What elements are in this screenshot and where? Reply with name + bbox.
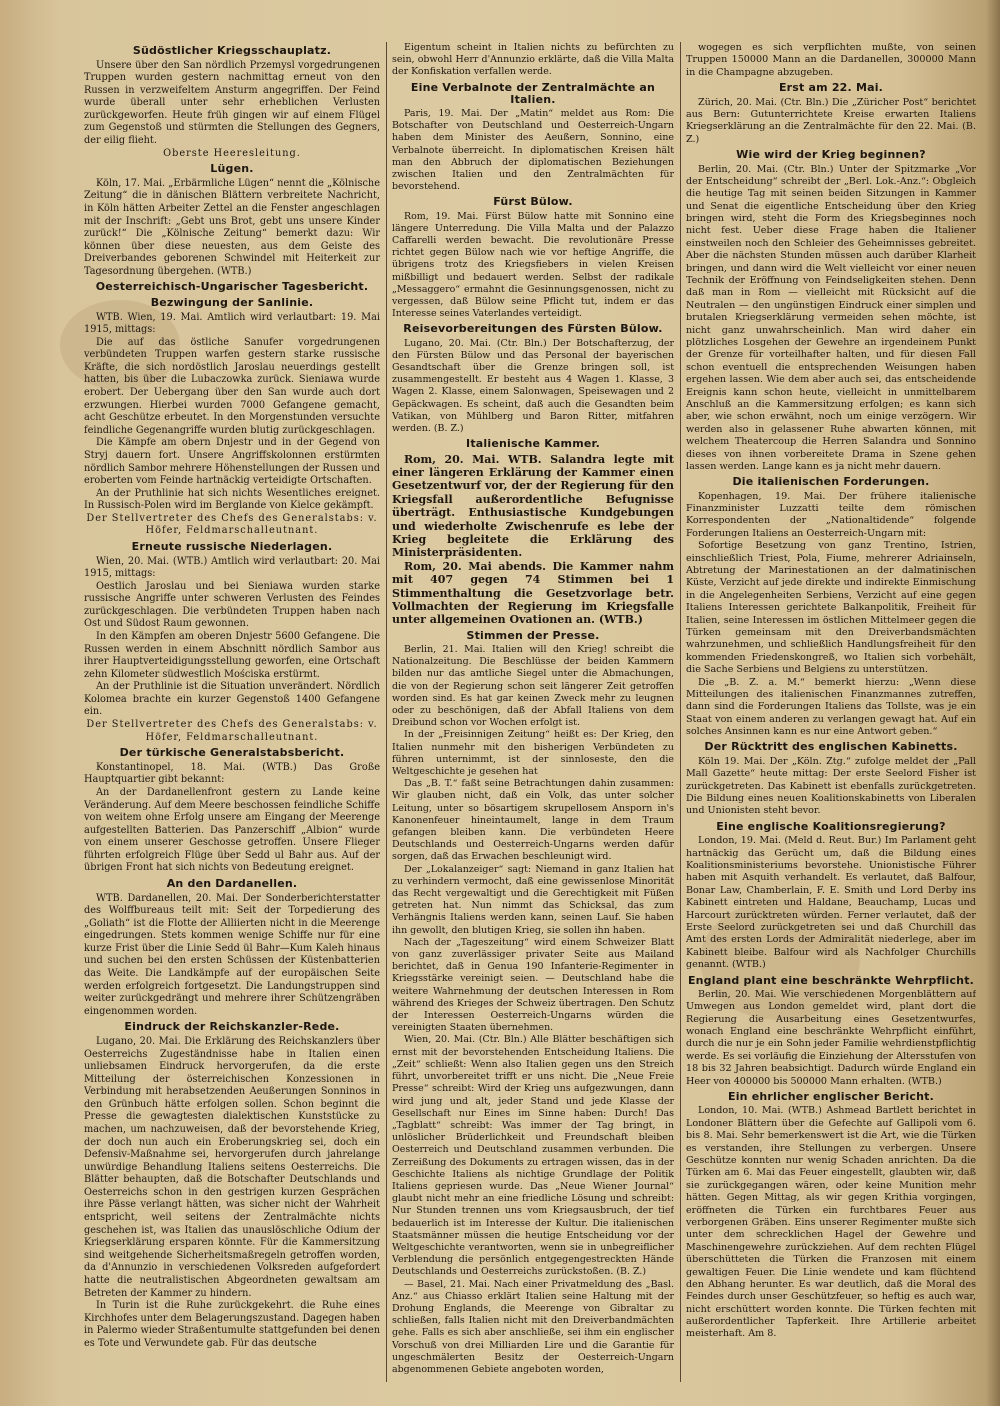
signature: Der Stellvertreter des Chefs des Generalstabs: v. Höfer, Feldmarschalleutnant. [86,719,378,743]
paragraph: Lugano, 20. Mai. (Ctr. Bln.) Der Botschafterzug, der den Fürsten Bülow und das Personal der bayerischen Gesandtschaft über die Grenze bringen soll, ist zusammengestellt. Er besteht aus 4 Wagen 1. Klasse, 3 Wagen 2. Klasse, einem Salonwagen, Speisewagen und 2 Gepäckwagen. Es scheint, daß auch die Gesandten beim Vatikan, von Mühlberg und Baron Ritter, mitfahren werden. (B. Z.) [392,337,674,435]
paragraph: wogegen es sich verpflichten mußte, von seinen Truppen 150000 Mann an die Dardanellen, 300000 Mann in die Champagne abzugeben. [686,42,976,78]
paragraph: An der Pruthlinie ist die Situation unverändert. Nördlich Kolomea brachte ein kurzer Gegenstoß 1400 Gefangene ein. [84,681,380,718]
heading: Ein ehrlicher englischer Bericht. [727,1090,935,1104]
heading: Eindruck der Reichskanzler-Rede. [124,1020,340,1034]
bold-paragraph: Rom, 20. Mai abends. Die Kammer nahm mit 407 gegen 74 Stimmen bei 1 Stimmenthaltung die Gesetzvorlage betr. Vollmachten der Regierung im Kriegsfalle unter allgemeinen Ovationen an. (WTB.) [392,559,674,627]
paragraph: Die auf das östliche Sanufer vorgedrungenen verbündeten Truppen warfen gestern starke russische Kräfte, die sich nordöstlich Jaroslau neuerdings gestellt hatten, bis über die Lubaczowka zurück. Sieniawa wurde erobert. Der Uebergang über den San wurde auch dort erzwungen. Hierbei wurden 7000 Gefangene gemacht, acht Geschütze erbeutet. In den Morgenstunden versuchte feindliche Gegenangriffe wurden blutig zurückgeschlagen. [84,336,380,436]
heading: Wie wird der Krieg beginnen? [736,148,926,162]
column-rule [680,42,681,1382]
heading: Lügen. [210,162,254,176]
heading: Der Rücktritt des englischen Kabinetts. [704,740,958,754]
paragraph: Konstantinopel, 18. Mai. (WTB.) Das Große Hauptquartier gibt bekannt: [84,761,380,786]
column-3 [686,42,976,1392]
paragraph: Der „Lokalanzeiger“ sagt: Niemand in ganz Italien hat zu verhindern vermocht, daß eine gewissenlose Minorität das Recht vergewaltigt und die Gerechtigkeit mit Füßen getreten hat. Nun nimmt das Schicksal, das zum Verhängnis Italiens werden kann, seinen Lauf. Sie haben ihn gewollt, den blutigen Krieg, sie sollen ihn haben. [392,863,674,936]
bold-paragraph: Rom, 20. Mai. WTB. Salandra legte mit einer längeren Erklärung der Kammer einen Gesetzentwurf vor, der der Regierung für den Kriegsfall außerordentliche Befugnisse überträgt. Enthusiastische Kundgebungen und wiederholte Zwischenrufe es lebe der Krieg begleitete die Erklärung des Ministerpräsidenten. [392,452,674,560]
paragraph: Paris, 19. Mai. Der „Matin“ meldet aus Rom: Die Botschafter von Deutschland und Oesterreich-Ungarn haben dem Minister des Aeußern, Sonnino, eine Verbalnote überreicht. In diplomatischen Kreisen hält man den Abbruch der diplomatischen Beziehungen zwischen Italien und den Zentralmächten für bevorstehend. [392,108,674,193]
paragraph: Das „B. T.“ faßt seine Betrachtungen dahin zusammen: Wir glauben nicht, daß ein Volk, das unter solcher Leitung, unter so bösartigem skrupellosem Ansporn in's Kanonenfeuer hineintaumelt, lange in dem Traum gefangen bleiben kann. Die verbündeten Heere Deutschlands und Oesterreich-Ungarns werden dafür sorgen, daß das Erwachen beschleunigt wird. [392,778,674,863]
paragraph: Wien, 20. Mai. (Ctr. Bln.) Alle Blätter beschäftigen sich ernst mit der bevorstehenden Entscheidung Italiens. Die „Zeit“ schließt: Wenn also Italien gegen uns den Streich führt, unvorbereitet trifft er uns nicht. Die „Neue Freie Presse“ schreibt: Wird der Krieg uns aufgezwungen, dann wird jung und alt, jeder Stand und jede Klasse der Gesellschaft nur Eines im Sinne haben: Durch! Das „Tagblatt“ schreibt: Was immer der Tag bringt, in unlöslicher Brüderlichkeit und Freundschaft bleiben Oesterreich und Deutschland zusammen verbunden. Die Zerreißung des Dokuments zu ertragen wissen, das in der Geschichte Italiens als nichtige Grundlage der Politik Italiens gepriesen wurde. Das „Neue Wiener Journal“ glaubt nicht mehr an eine friedliche Lösung und schreibt: Nur Stunden trennen uns vom Kriegsausbruch, der tief bedauerlich ist im Interesse der Kultur. Die italienischen Staatsmänner müssen die heutige Entscheidung vor der Weltgeschichte verantworten, wenn sie in unbegreiflicher Verblendung die persönlich entgegengestreckten Hände Deutschlands und Oesterreichs zurückstoßen. (B. Z.) [392,1034,674,1278]
paragraph: Rom, 19. Mai. Fürst Bülow hatte mit Sonnino eine längere Unterredung. Die Villa Malta und der Palazzo Caffarelli werden bewacht. Die revolutionäre Presse richtet gegen Bülow nach wie vor heftige Angriffe, die übrigens trotz des Kriegsfiebers in vielen Kreisen mißbilligt und bedauert werden. Selbst der radikale „Messaggero“ ermahnt die Gesinnungsgenossen, nicht zu vergessen, daß Bülow seine Pflicht tut, indem er das Interesse seines Vaterlandes verteidigt. [392,210,674,320]
paragraph: In den Kämpfen am oberen Dnjestr 5600 Gefangene. Die Russen werden in einem Abschnitt nördlich Sambor aus ihrer Hauptverteidigungsstellung geworfen, eine Ortschaft zehn Kilometer südwestlich Mościska erstürmt. [84,631,380,680]
page-edge-shadow [986,0,1000,1406]
paragraph: Oestlich Jaroslau und bei Sieniawa wurden starke russische Angriffe unter schweren Verlusten des Feindes zurückgeschlagen. Die verbündeten Truppen haben nach Ost und Südost Raum gewonnen. [84,580,380,630]
paragraph: Die „B. Z. a. M.“ bemerkt hierzu: „Wenn diese Mitteilungen des italienischen Finanzmannes zutreffen, dann sind die Forderungen Italiens das Tollste, was je ein Staat von einem anderen zu verlangen gewagt hat. Auf ein solches Ansinnen kann es nur eine Antwort geben.“ [686,676,976,738]
column-2 [392,42,674,1392]
heading: Fürst Bülow. [493,195,573,209]
paragraph: WTB. Wien, 19. Mai. Amtlich wird verlautbart: 19. Mai 1915, mittags: [84,311,380,336]
paragraph: Köln 19. Mai. Der „Köln. Ztg.“ zufolge meldet der „Pall Mall Gazette“ heute mittag: Der erste Seelord Fisher ist zurückgetreten. Das Kabinett ist ebenfalls zurückgetreten. Die Bildung eines neuen Koalitionskabinetts von Liberalen und Unionisten steht bevor. [686,755,976,817]
paragraph: In Turin ist die Ruhe zurückgekehrt. die Ruhe eines Kirchhofes unter dem Belagerungszustand. Dagegen haben in Palermo wieder Straßentumulte stattgefunden bei denen es Tote und Verwundete gab. Für das deutsche [84,1300,380,1349]
heading: Reisevorbereitungen des Fürsten Bülow. [403,322,663,336]
paragraph: Berlin, 20. Mai. Wie verschiedenen Morgenblättern auf Umwegen aus London gemeldet wird, plant dort die Regierung die Ausarbeitung eines Gesetzentwurfes, wonach England eine beschränkte Wehrpflicht einführt, durch die nur je ein Sohn jeder Familie wehrdienstpflichtig werde. Es sei vorläufig die Einziehung der Altersstufen von 18 bis 32 Jahren beabsichtigt. Dadurch würde England ein Heer von 400000 bis 500000 Mann erhalten. (WTB.) [686,988,976,1087]
paragraph: An der Dardanellenfront gestern zu Lande keine Veränderung. Auf dem Meere beschossen feindliche Schiffe von weitem ohne Erfolg unsere am Eingang der Meerenge aufgestellten Batterien. Das Panzerschiff „Albion“ wurde von einem unserer Geschosse getroffen. Unsere Flieger führten erfolgreich Flüge über Sedd ul Bahr aus. Auf der übrigen Front hat sich nichts von Bedeutung ereignet. [84,786,380,874]
column-rule [386,42,387,1382]
paragraph: Berlin, 20. Mai. (Ctr. Bln.) Unter der Spitzmarke „Vor der Entscheidung“ schreibt der „Berl. Lok.-Anz.“: Obgleich die heutige Tag mit seinen beiden Sitzungen in Kammer und Senat die eigentliche Entscheidung über den Krieg bringen wird, steht die Form des Kriegsbeginnes noch nicht fest. Ueber diese Frage haben die Italiener einstweilen noch den Schleier des Geheimnisses gebreitet. Aber die nächsten Stunden müssen auch darüber Klarheit bringen, und dann wird die Welt vielleicht vor einer neuen Technik der Eröffnung von Feindseligkeiten stehen. Denn daß man in Rom — vielleicht mit Rücksicht auf die Neutralen — den ungünstigen Eindruck einer simplen und brutalen Kriegserklärung vermeiden sehen möchte, ist nicht ganz unwahrscheinlich. Man wird daher ein plötzliches Losgehen der Gewehre an irgendeinem Punkt der Grenze für vorteilhafter halten, und für diesen Fall schon eventuell die entsprechenden Weisungen haben ergehen lassen. Wie dem aber auch sei, das entscheidende Ereignis kann schon heute, vielleicht in unmittelbarem Anschluß an die Kammersitzung erfolgen; es kann sich aber, wie schon erwähnt, noch um einige verzögern. Wir werden also in gelassener Ruhe abwarten können, mit welchem Theatercoup die Herren Salandra und Sonnino dieses von ihnen vorbereitete Drama in Szene gehen lassen werden. Lange kann es ja nicht mehr dauern. [686,163,976,472]
heading: An den Dardanellen. [166,877,298,890]
paragraph: — Basel, 21. Mai. Nach einer Privatmeldung des „Basl. Anz.“ aus Chiasso erklärt Italien seine Haltung mit der Drohung Englands, die Meerenge von Gibraltar zu schließen, falls Italien nicht mit den Dreiverbandmächten gehe. Falls es sich aber anschließe, sei ihm ein englischer Vorschuß von drei Milliarden Lire und die Garantie für ungeschmälerten Besitz der Oesterreich-Ungarn abgenommenen Gebiete angeboten worden, [392,1278,674,1375]
heading: Bezwingung der Sanlinie. [150,295,314,309]
paragraph: London, 10. Mai. (WTB.) Ashmead Bartlett berichtet in Londoner Blättern über die Gefechte auf Gallipoli vom 6. bis 8. Mai. Sehr bemerkenswert ist die Art, wie die Türken es verstanden, ihre Stellungen zu verbergen. Unsere Geschütze konnten nur wenig Schaden anrichten. Da die Türken am 6. Mai das Feuer eingestellt, glaubten wir, daß sie zurückgegangen wären, oder keine Munition mehr hätten. Gegen Mittag, als wir gegen Krithia vorgingen, eröffneten die Türken ein furchtbares Feuer aus verborgenen Gräben. Eins unserer Regimenter mußte sich unter dem schrecklichen Hagel der Gewehre und Maschinengewehre zurückziehen. Auf dem rechten Flügel überschütteten die Türken die Franzosen mit einem gewaltigen Feuer. Die Linie wendete und kam flüchtend den Abhang herunter. Es war deutlich, daß die Moral des Feindes durch unser Geschützfeuer, so heftig es auch war, nicht erschüttert worden konnte. Die Türken fechten mit außerordentlicher Tapferkeit. Ihre Artillerie arbeitet meisterhaft. Am 8. [686,1105,976,1340]
heading: Südöstlicher Kriegsschauplatz. [132,44,332,57]
heading: Eine Verbalnote der Zentralmächte an Italien. [410,80,656,106]
paragraph: Berlin, 21. Mai. Italien will den Krieg! schreibt die Nationalzeitung. Die Beschlüsse der beiden Kammern bilden nur das amtliche Siegel unter die Abmachungen, die von der Regierung schon seit längerer Zeit getroffen worden sind. Es hat gar keinen Zweck mehr zu leugnen oder zu beschönigen, daß der Abfall Italiens von dem Dreibund schon vor Wochen erfolgt ist. [392,643,674,729]
paragraph: Sofortige Besetzung von ganz Trentino, Istrien, einschließlich Triest, Pola, Fiume, mehrerer Adriainseln, Abtretung der Marinestationen an der dalmatinischen Küste, Verzicht auf jede direkte und indirekte Einmischung in die Angelegenheiten Serbiens, Verzicht auf eine gegen Italiens Interessen gerichtete Balkanpolitik, Freiheit für Italien, seine Interessen im östlichen Mittelmeer gegen die Türken gemeinsam mit den Dreiverbandsmächten wahrzunehmen, und schließlich Handlungsfreiheit für den kommenden Friedenskongreß, wo Italien sich vorbehält, die Sache Serbiens und Belgiens zu unterstützen. [686,540,976,676]
paragraph: Wien, 20. Mai. (WTB.) Amtlich wird verlautbart: 20. Mai 1915, mittags: [84,555,380,580]
heading: Erneute russische Niederlagen. [131,539,333,553]
signature: Der Stellvertreter des Chefs des Generalstabs: v. Höfer, Feldmarschalleutnant. [86,512,378,537]
signature: Oberste Heeresleitung. [163,147,301,159]
paragraph: Die Kämpfe am obern Dnjestr und in der Gegend von Stryj dauern fort. Unsere Angriffskolonnen erstürmten nördlich Sambor mehrere Höhenstellungen der Russen und eroberten vom Feinde hartnäckig verteidigte Ortschaften. [84,437,380,487]
heading: Eine englische Koalitionsregierung? [716,819,946,833]
paragraph: Lugano, 20. Mai. Die Erklärung des Reichskanzlers über Oesterreichs Zugeständnisse habe in Italien einen unliebsamen Eindruck hervorgerufen, da die erste Mitteilung der österreichischen Konzessionen in Verbindung mit herabsetzenden Aeußerungen Sonninos in den Grünbuch hätte erfolgen sollen. Schon beginnt die Presse die gewagtesten dialektischen Kunststücke zu machen, um nachzuweisen, daß der bevorstehende Krieg, der doch nun auch ein Eroberungskrieg sei, doch ein Defensiv-Maßnahme sei, hervorgerufen durch jahrelange unwürdige Behandlung Italiens seitens Oesterreichs. Die Blätter behaupten, daß die Botschafter Deutschlands und Oesterreichs schon in den gestrigen kurzen Gesprächen ihre Pässe verlangt hätten, was sicher nicht der Wahrheit entspricht, weil seitens der Zentralmächte nichts geschehen ist, was Italien das unauslöschliche Odium der Kriegserklärung ersparen könnte. Für die Kammersitzung sind weitgehende Sicherheitsmaßregeln getroffen worden, da d'Annunzio in verschiedenen Volksreden aufgefordert hatte die neutralistischen Abgeordneten gewaltsam am Betreten der Kammer zu hindern. [84,1035,380,1299]
paragraph: Eigentum scheint in Italien nichts zu befürchten zu sein, obwohl Herr d'Annunzio erklärte, daß die Villa Malta der Konfiskation verfallen werde. [392,42,674,78]
section-heading: Oesterreichisch-Ungarischer Tagesbericht. [95,280,369,294]
heading: England plant eine beschränkte Wehrpflicht. [687,973,975,987]
paragraph: Nach der „Tageszeitung“ wird einem Schweizer Blatt von ganz zuverlässiger privater Seite aus Mailand berichtet, daß in Genua 190 Infanterie-Regimenter in Kriegsstärke vereinigt seien. — Deutschland habe die weitere Wahrnehmung der deutschen Interessen in Rom während des Krieges der Schweiz übertragen. Den Schutz der Interessen Oesterreich-Ungarns würden die vereinigten Staaten übernehmen. [392,936,674,1034]
heading: Die italienischen Forderungen. [732,475,930,489]
heading: Der türkische Generalstabsbericht. [119,746,345,760]
paragraph: Köln, 17. Mai. „Erbärmliche Lügen“ nennt die „Kölnische Zeitung“ die in dänischen Blättern verbreitete Nachricht, in Köln hätten Arbeiter Zettel an die Fenster angeschlagen mit der Inschrift: „Gebt uns Brot, gebt uns unsere Kinder zurück!“ Die „Kölnische Zeitung“ bemerkt dazu: Wir können über diese neuesten, aus dem Geiste des Dreiverbandes geborenen Schwindel mit Heiterkeit zur Tagesordnung übergehen. (WTB.) [84,177,380,277]
paragraph: WTB. Dardanellen, 20. Mai. Der Sonderberichterstatter des Wolffbureaus teilt mit: Seit der Torpedierung des „Goliath“ ist die Flotte der Alliierten nicht in die Meerenge eingedrungen. Stets kommen wenige Schiffe nur für eine kurze Frist über die Linie Sedd ül Bahr—Kum Kaleh hinaus und suchen bei den ersten Schüssen der Küstenbatterien das Weite. Die Landkämpfe auf der europäischen Seite werden erfolgreich fortgesetzt. Die Landungstruppen sind weiter zurückgedrängt und mehrere ihrer Schützengräben eingenommen worden. [84,892,380,1017]
paragraph: Zürich, 20. Mai. (Ctr. Bln.) Die „Züricher Post“ berichtet aus Bern: Gutunterrichtete Kreise erwarten Italiens Kriegserklärung an die Zentralmächte für den 22. Mai. (B. Z.) [686,96,976,145]
paragraph: London, 19. Mai. (Meld d. Reut. Bur.) Im Parlament geht hartnäckig das Gerücht um, daß die Bildung eines Koalitionsministeriums bevorstehe. Unionistische Führer haben mit Asquith verhandelt. Es verlautet, daß Balfour, Bonar Law, Chamberlain, F. E. Smith und Lord Derby ins Kabinett eintreten und Haldane, Beauchamp, Lucas und Harcourt zurücktreten würden. Ferner verlautet, daß der Erste Seelord zurückgetreten sei und daß Churchill das Amt des ersten Lords der Admiralität niederlege, aber im Kabinett bleibe. Balfour wird als Nachfolger Churchills genannt. (WTB.) [686,835,976,971]
paragraph: Kopenhagen, 19. Mai. Der frühere italienische Finanzminister Luzzatti teilte dem römischen Korrespondenten der „Nationaltidende“ folgende Forderungen Italiens an Oesterreich-Ungarn mit: [686,490,976,539]
paragraph: An der Pruthlinie hat sich nichts Wesentliches ereignet. In Russisch-Polen wird im Berglande von Kielce gekämpft. [84,487,380,512]
paragraph: Unsere über den San nördlich Przemysl vorgedrungenen Truppen wurden gestern nachmittag erneut von den Russen in verzweifeltem Ansturm angegriffen. Der Feind wurde überall unter sehr erheblichen Verlusten zurückgeworfen. Heute früh gingen wir auf einem Flügel zum Gegenstoß und stürmten die Stellungen des Gegners, der eilig flieht. [84,59,380,147]
column-1 [84,42,380,1392]
heading: Erst am 22. Mai. [778,81,884,95]
paragraph: In der „Freisinnigen Zeitung“ heißt es: Der Krieg, den Italien nunmehr mit den bisherigen Verbündeten zu führen unternimmt, ist der sinnloseste, den die Weltgeschichte je gesehen hat [392,729,674,778]
heading: Italienische Kammer. [466,437,600,451]
heading: Stimmen der Presse. [466,628,600,642]
